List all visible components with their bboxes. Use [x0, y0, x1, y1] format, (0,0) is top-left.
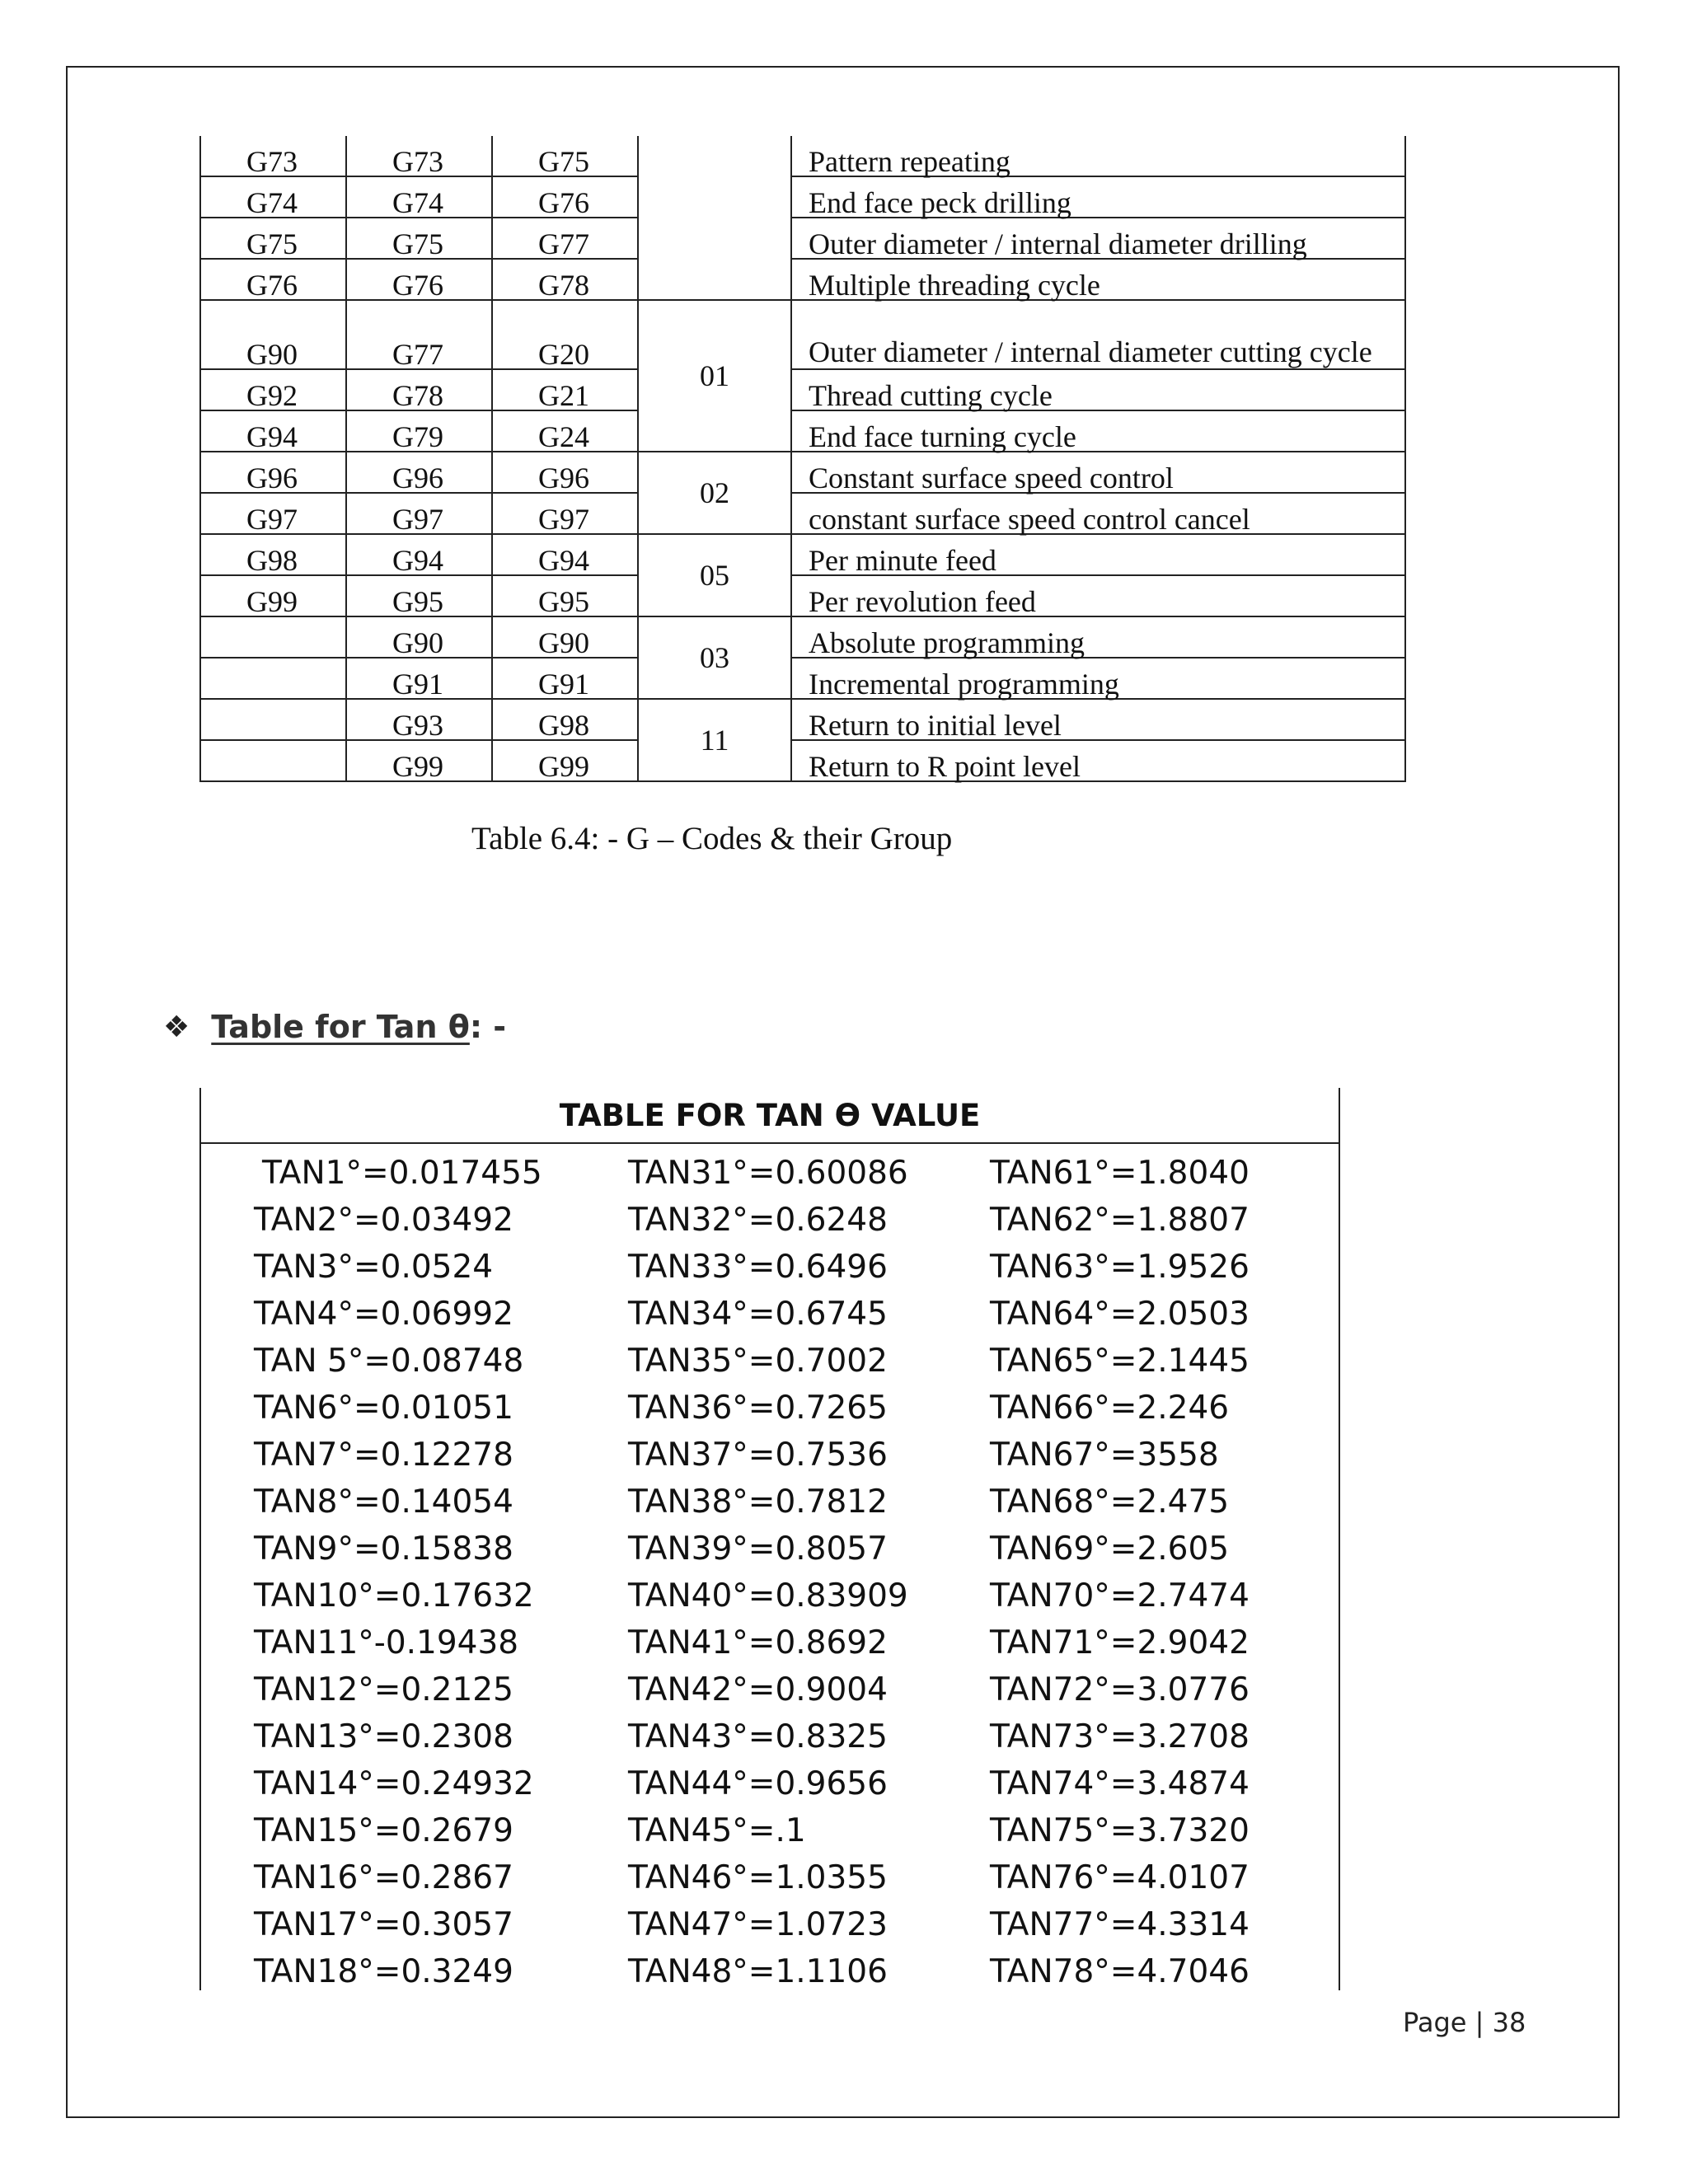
table-cell: G79 [346, 410, 492, 452]
table-row [200, 575, 1405, 616]
table-cell: Thread cutting cycle [791, 369, 1405, 410]
table-row [200, 259, 1405, 300]
tan-value: TAN38°=0.7812 [628, 1483, 888, 1521]
table-cell: G77 [492, 218, 638, 259]
table-row [200, 658, 1405, 699]
table-cell: G91 [492, 658, 638, 699]
tan-value: TAN1°=0.017455 [262, 1155, 542, 1192]
tan-table [199, 1088, 1340, 1990]
tan-value: TAN61°=1.8040 [990, 1155, 1250, 1192]
table-cell: G77 [346, 300, 492, 369]
section-heading [163, 1009, 506, 1045]
tan-value: TAN14°=0.24932 [254, 1765, 534, 1802]
section-title-suffix: : - [469, 1009, 507, 1045]
tan-value: TAN66°=2.246 [990, 1390, 1230, 1427]
table-cell: End face peck drilling [791, 176, 1405, 218]
tan-value: TAN10°=0.17632 [254, 1577, 534, 1615]
tan-value: TAN7°=0.12278 [254, 1436, 513, 1474]
table-cell: G94 [346, 534, 492, 575]
table-cell: Outer diameter / internal diameter drilling [791, 218, 1405, 259]
table-cell: G95 [346, 575, 492, 616]
gcode-table [199, 136, 1406, 782]
table-cell: G76 [492, 176, 638, 218]
table-cell: G99 [346, 740, 492, 781]
table-row [200, 300, 1405, 369]
table-cell: G75 [492, 136, 638, 176]
table-cell: G99 [200, 575, 346, 616]
table-cell: G99 [492, 740, 638, 781]
table-cell: G95 [492, 575, 638, 616]
tan-value: TAN77°=4.3314 [990, 1906, 1250, 1943]
table-cell: Incremental programming [791, 658, 1405, 699]
tan-value: TAN78°=4.7046 [990, 1953, 1250, 1990]
tan-value: TAN48°=1.1106 [628, 1953, 888, 1990]
table-cell: G73 [346, 136, 492, 176]
table-cell: G75 [346, 218, 492, 259]
group-cell: 11 [638, 699, 791, 781]
tan-value: TAN75°=3.7320 [990, 1812, 1250, 1849]
tan-value: TAN15°=0.2679 [254, 1812, 513, 1849]
table-row [200, 452, 1405, 493]
tan-column-3 [990, 1150, 1250, 1995]
tan-value: TAN40°=0.83909 [628, 1577, 908, 1615]
table-cell: Return to initial level [791, 699, 1405, 740]
table-cell: G97 [492, 493, 638, 534]
table-cell [200, 616, 346, 658]
table-cell [200, 658, 346, 699]
table-row [200, 616, 1405, 658]
table-row [200, 136, 1405, 176]
table-cell: G96 [346, 452, 492, 493]
tan-value: TAN45°=.1 [628, 1812, 806, 1849]
table-cell: Per minute feed [791, 534, 1405, 575]
tan-value: TAN63°=1.9526 [990, 1249, 1250, 1286]
tan-value: TAN 5°=0.08748 [254, 1343, 524, 1380]
table-cell: End face turning cycle [791, 410, 1405, 452]
tan-value: TAN74°=3.4874 [990, 1765, 1250, 1802]
table-cell: G97 [200, 493, 346, 534]
tan-table-title: TABLE FOR TAN Ɵ VALUE [201, 1088, 1339, 1144]
group-cell-empty [638, 136, 791, 300]
table-cell: G75 [200, 218, 346, 259]
tan-column-1 [254, 1150, 542, 1995]
table-cell: Constant surface speed control [791, 452, 1405, 493]
table-caption: Table 6.4: - G – Codes & their Group [471, 821, 953, 856]
tan-value: TAN46°=1.0355 [628, 1859, 888, 1896]
group-cell: 03 [638, 616, 791, 699]
group-cell: 02 [638, 452, 791, 534]
group-cell: 01 [638, 300, 791, 452]
table-cell: G98 [200, 534, 346, 575]
table-cell [200, 740, 346, 781]
table-cell: G96 [492, 452, 638, 493]
table-cell: G21 [492, 369, 638, 410]
tan-value: TAN72°=3.0776 [990, 1671, 1250, 1708]
tan-value: TAN62°=1.8807 [990, 1202, 1250, 1239]
tan-value: TAN13°=0.2308 [254, 1718, 513, 1755]
table-cell: G76 [200, 259, 346, 300]
tan-value: TAN65°=2.1445 [990, 1343, 1250, 1380]
table-row [200, 369, 1405, 410]
group-cell: 05 [638, 534, 791, 616]
tan-value: TAN67°=3558 [990, 1436, 1219, 1474]
tan-value: TAN34°=0.6745 [628, 1296, 888, 1333]
tan-value: TAN2°=0.03492 [254, 1202, 513, 1239]
tan-value: TAN76°=4.0107 [990, 1859, 1250, 1896]
tan-value: TAN36°=0.7265 [628, 1390, 888, 1427]
tan-value: TAN18°=0.3249 [254, 1953, 513, 1990]
table-cell: Multiple threading cycle [791, 259, 1405, 300]
tan-value: TAN37°=0.7536 [628, 1436, 888, 1474]
table-cell: Per revolution feed [791, 575, 1405, 616]
table-row [200, 218, 1405, 259]
tan-value: TAN68°=2.475 [990, 1483, 1230, 1521]
table-cell: G20 [492, 300, 638, 369]
table-cell: constant surface speed control cancel [791, 493, 1405, 534]
table-row [200, 534, 1405, 575]
tan-value: TAN39°=0.8057 [628, 1530, 888, 1568]
table-cell: G78 [492, 259, 638, 300]
tan-value: TAN8°=0.14054 [254, 1483, 513, 1521]
table-cell: G24 [492, 410, 638, 452]
table-cell: G78 [346, 369, 492, 410]
tan-value: TAN71°=2.9042 [990, 1624, 1250, 1661]
table-cell: G94 [492, 534, 638, 575]
table-cell: G74 [200, 176, 346, 218]
page-number: Page | 38 [1403, 2007, 1526, 2038]
table-cell: G76 [346, 259, 492, 300]
tan-value: TAN3°=0.0524 [254, 1249, 494, 1286]
section-title: Table for Tan θ [211, 1009, 470, 1045]
tan-value: TAN12°=0.2125 [254, 1671, 513, 1708]
tan-value: TAN70°=2.7474 [990, 1577, 1250, 1615]
table-cell: G96 [200, 452, 346, 493]
table-row [200, 176, 1405, 218]
table-cell: G94 [200, 410, 346, 452]
tan-value: TAN47°=1.0723 [628, 1906, 888, 1943]
diamond-bullet-icon: ❖ [163, 1010, 190, 1044]
table-cell: G92 [200, 369, 346, 410]
table-cell: Pattern repeating [791, 136, 1405, 176]
table-cell: G90 [492, 616, 638, 658]
table-row [200, 493, 1405, 534]
tan-value: TAN41°=0.8692 [628, 1624, 888, 1661]
table-cell: Absolute programming [791, 616, 1405, 658]
table-cell: G90 [200, 300, 346, 369]
tan-value: TAN32°=0.6248 [628, 1202, 888, 1239]
tan-value: TAN43°=0.8325 [628, 1718, 888, 1755]
tan-value: TAN42°=0.9004 [628, 1671, 888, 1708]
tan-value: TAN6°=0.01051 [254, 1390, 513, 1427]
tan-value: TAN69°=2.605 [990, 1530, 1230, 1568]
tan-value: TAN17°=0.3057 [254, 1906, 513, 1943]
table-row [200, 740, 1405, 781]
tan-value: TAN9°=0.15838 [254, 1530, 513, 1568]
tan-value: TAN73°=3.2708 [990, 1718, 1250, 1755]
table-row [200, 699, 1405, 740]
table-cell: G90 [346, 616, 492, 658]
tan-value: TAN44°=0.9656 [628, 1765, 888, 1802]
table-cell [200, 699, 346, 740]
table-cell: G91 [346, 658, 492, 699]
table-cell: Outer diameter / internal diameter cutting cycle [791, 300, 1405, 369]
table-cell: G98 [492, 699, 638, 740]
tan-column-2 [628, 1150, 908, 1995]
tan-value: TAN16°=0.2867 [254, 1859, 513, 1896]
tan-value: TAN11°-0.19438 [254, 1624, 519, 1661]
table-cell: Return to R point level [791, 740, 1405, 781]
table-cell: G74 [346, 176, 492, 218]
table-row [200, 410, 1405, 452]
tan-value: TAN31°=0.60086 [628, 1155, 908, 1192]
tan-value: TAN4°=0.06992 [254, 1296, 513, 1333]
table-cell: G97 [346, 493, 492, 534]
tan-value: TAN35°=0.7002 [628, 1343, 888, 1380]
tan-value: TAN33°=0.6496 [628, 1249, 888, 1286]
tan-value: TAN64°=2.0503 [990, 1296, 1250, 1333]
table-cell: G93 [346, 699, 492, 740]
table-cell: G73 [200, 136, 346, 176]
